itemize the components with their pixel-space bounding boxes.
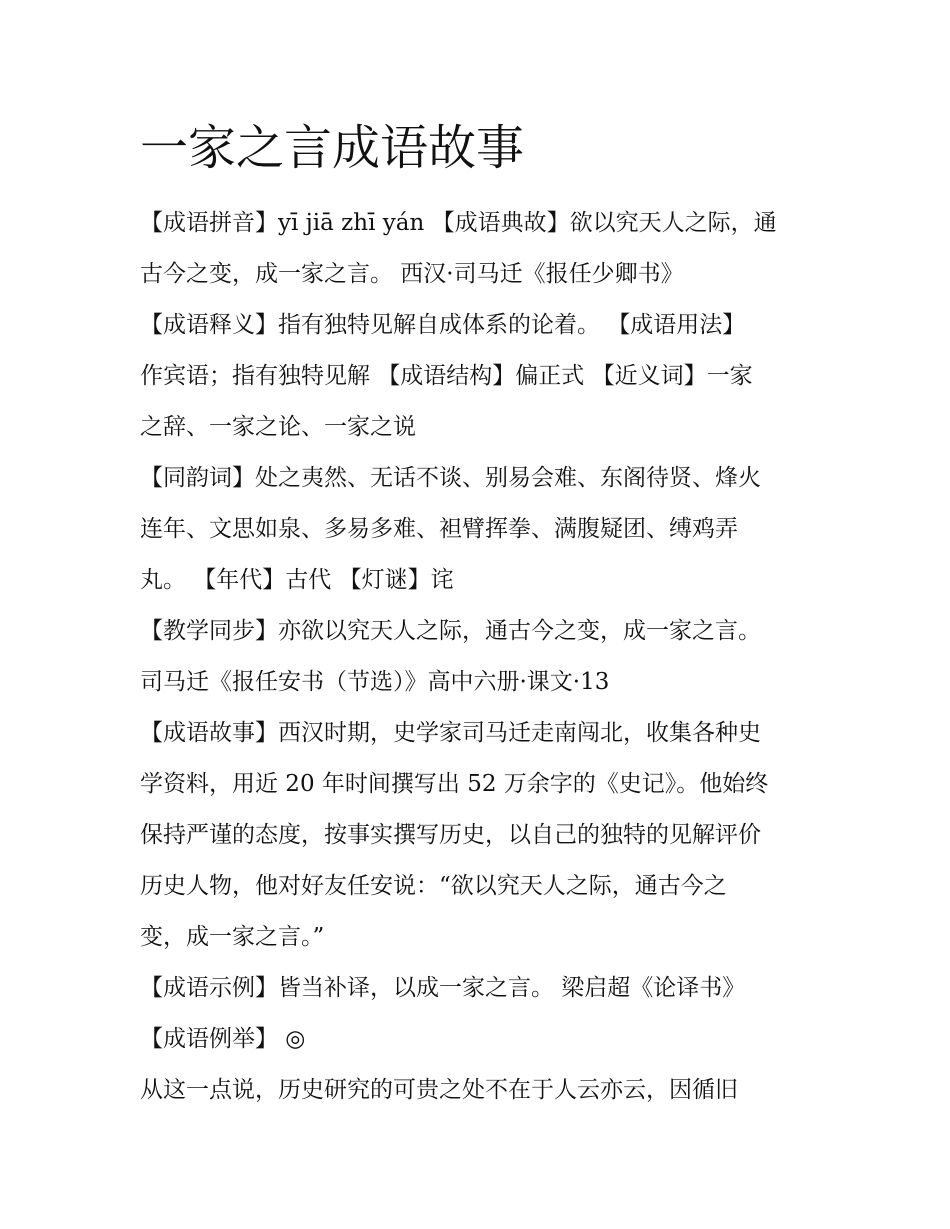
page-title: 一家之言成语故事 xyxy=(140,120,525,176)
text-line-4: 作宾语；指有独特见解 【成语结构】偏正式 【近义词】一家 xyxy=(140,363,753,389)
text-line-3: 【成语释义】指有独特见解自成体系的论着。 【成语用法】 xyxy=(140,312,746,338)
text-line-12: 学资料，用近 20 年时间撰写出 52 万余字的《史记》。他始终 xyxy=(140,771,769,797)
text-line-18: 从这一点说，历史研究的可贵之处不在于人云亦云，因循旧 xyxy=(140,1077,738,1103)
text-line-15: 变，成一家之言。” xyxy=(140,924,325,950)
text-line-17: 【成语例举】 ◎ xyxy=(140,1026,306,1052)
text-line-2: 古今之变，成一家之言。 西汉·司马迁《报任少卿书》 xyxy=(140,261,684,287)
text-line-10: 司马迁《报任安书（节选）》高中六册·课文·13 xyxy=(140,669,610,695)
text-line-13: 保持严谨的态度，按事实撰写历史，以自己的独特的见解评价 xyxy=(140,822,761,848)
text-line-5: 之辞、一家之论、一家之说 xyxy=(140,414,416,440)
text-line-11: 【成语故事】西汉时期，史学家司马迁走南闯北，收集各种史 xyxy=(140,720,761,746)
text-line-9: 【教学同步】亦欲以究天人之际，通古今之变，成一家之言。 xyxy=(140,618,761,644)
text-line-7: 连年、文思如泉、多易多难、袒臂挥拳、满腹疑团、缚鸡弄 xyxy=(140,516,738,542)
document-body xyxy=(140,198,820,1116)
text-line-16: 【成语示例】皆当补译，以成一家之言。 梁启超《论译书》 xyxy=(140,975,746,1001)
text-line-14: 历史人物，他对好友任安说：“欲以究天人之际，通古今之 xyxy=(140,873,727,899)
text-line-8: 丸。 【年代】古代 【灯谜】诧 xyxy=(140,567,454,593)
text-line-1: 【成语拼音】yī jiā zhī yán 【成语典故】欲以究天人之际，通 xyxy=(140,210,777,236)
text-line-6: 【同韵词】处之夷然、无话不谈、别易会难、东阁待贤、烽火 xyxy=(140,465,761,491)
